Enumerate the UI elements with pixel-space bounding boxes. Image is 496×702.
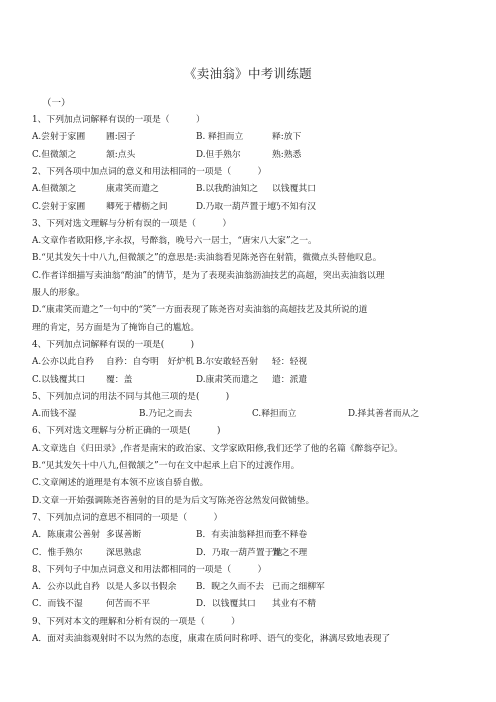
option-cell: 以钱覆其口 — [272, 184, 316, 195]
answer-paragraph: B.“见其发矢十中八九,但微颔之”一句在文中起承上启下的过渡作用。 — [32, 461, 300, 471]
option-cell: 卿死于槽枥之间 — [106, 201, 168, 212]
option-cell: 释:放下 — [272, 132, 302, 143]
option-cell: 圃:园子 — [106, 132, 136, 143]
question-stem: 5、下列加点词的用法不同与其他三项的是( ) — [32, 391, 230, 402]
answer-paragraph: A.文章作者欧阳修,字永叔，号醉翁，晚号六一居士，“唐宋八大家”之一。 — [32, 236, 317, 247]
option-cell: 已而之细柳军 — [272, 582, 325, 593]
answer-paragraph: A．面对卖油翁观射时不以为然的态度，康肃在质问时称呼、语气的变化，淋漓尽致地表现了 — [32, 634, 391, 644]
option-cell: B.尔安敢轻吾射 — [196, 357, 259, 368]
option-cell: B.乃记之而去 — [139, 409, 193, 420]
option-cell: D．以钱覆其口 — [196, 599, 256, 610]
answer-paragraph: D.文章一开始强调陈尧咨善射的目的是为后文写陈尧咨忿然发问做铺垫。 — [32, 495, 315, 506]
option-cell: C.释担而立 — [252, 409, 297, 420]
option-cell: 康肃笑而遣之 — [106, 184, 159, 195]
option-cell: A.尝射于家圃 — [32, 132, 86, 143]
question-stem: 6、下列对选文理解与分析正确的一项是( ) — [32, 426, 221, 437]
option-cell: 轻：轻视 — [272, 357, 308, 368]
option-cell: 多谋善断 — [106, 530, 142, 541]
option-cell: 手不释卷 — [272, 530, 308, 541]
option-cell: 深思熟虑 — [106, 547, 142, 558]
question-stem: 8、下列句子中加点词意义和用法都相同的一项是（ ） — [32, 564, 267, 575]
question-stem: 4、下列加点词解释有误的一项是( ) — [32, 339, 195, 350]
option-cell: A.公亦以此自矜 — [32, 357, 94, 368]
option-cell: D．乃取一葫芦置于地 — [196, 547, 283, 558]
option-cell: 何苦而不平 — [106, 599, 150, 610]
option-cell: B．睨之久而不去 — [196, 582, 265, 593]
option-cell: B.以我酌油知之 — [196, 184, 259, 195]
option-cell: A．陈康肃公善射 — [32, 530, 100, 541]
question-stem: 2、下列各项中加点词的意义和用法相同的一项是（ ） — [32, 166, 267, 177]
option-cell: 自矜：自夸明 好炉机 — [106, 357, 194, 368]
option-cell: D.康肃笑而遣之 — [196, 374, 259, 385]
option-cell: 熟:熟悉 — [272, 149, 302, 160]
option-cell: 颔:点头 — [106, 149, 136, 160]
option-cell: A.但微颔之 — [32, 184, 77, 195]
answer-paragraph: 理的肯定，另方面是为了掩饰自己的尴尬。 — [32, 322, 200, 333]
option-cell: 以是人多以书假余 — [106, 582, 177, 593]
option-cell: C．而钱不湿 — [32, 599, 83, 610]
question-stem: 7、下列加点词的意思不相同的一项是（ ） — [32, 512, 223, 523]
answer-paragraph: A.文章选自《归田录》,作者是南宋的政治家、文学家欧阳修,我们还学了他的名篇《醉翁亭记》。 — [32, 443, 404, 454]
option-cell: D.择其善者而从之 — [348, 409, 420, 420]
option-cell: B. 释担而立 — [196, 132, 244, 143]
option-cell: 乃不知有汉 — [272, 201, 316, 212]
question-stem: 3、下列对选文理解与分析有误的一项是（ ） — [32, 218, 232, 229]
option-cell: D.但手熟尔 — [196, 149, 241, 160]
option-cell: C.尝射于家圃 — [32, 201, 86, 212]
option-cell: A.而钱不湿 — [32, 409, 77, 420]
option-cell: 遣：派遣 — [272, 374, 308, 385]
option-cell: 置之不理 — [272, 547, 308, 558]
answer-paragraph: C.作者详细描写卖油翁“酌油”的情节，是为了表现卖油翁沥油技艺的高超，突出卖油翁以理 — [32, 270, 385, 281]
option-cell: C.但微颔之 — [32, 149, 77, 160]
answer-paragraph: D.“康肃笑而遣之”一句中的“笑”一方面表现了陈尧咨对卖油翁的高超技艺及其所说的道 — [32, 305, 368, 316]
answer-paragraph: B.“见其发矢十中八九,但微颔之”的意思是:卖油翁看见陈尧咨在射箭，微微点头替他叹息。 — [32, 253, 382, 264]
option-cell: A．公亦以此自矜 — [32, 582, 100, 593]
option-cell: C．惟手熟尔 — [32, 547, 83, 558]
answer-paragraph: C.文章阐述的道理是有本领不应该自骄自傲。 — [32, 478, 209, 489]
question-stem: 9、下列对本文的理解和分析有误的一项是（ ） — [32, 616, 240, 627]
option-cell: 覆：盖 — [106, 374, 133, 385]
answer-paragraph: 服人的形象。 — [32, 288, 85, 298]
option-cell: D.乃取一葫芦置于地 — [196, 201, 276, 212]
option-cell: B．有卖油翁释担而立 — [196, 530, 282, 541]
option-cell: C.以钱覆其口 — [32, 374, 86, 385]
page-title: 《卖油翁》中考训练题 — [183, 66, 312, 81]
section-heading: （一） — [42, 98, 71, 109]
question-stem: 1、下列加点词解释有误的一项是（ ） — [32, 115, 205, 125]
option-cell: 其业有不精 — [272, 599, 316, 610]
